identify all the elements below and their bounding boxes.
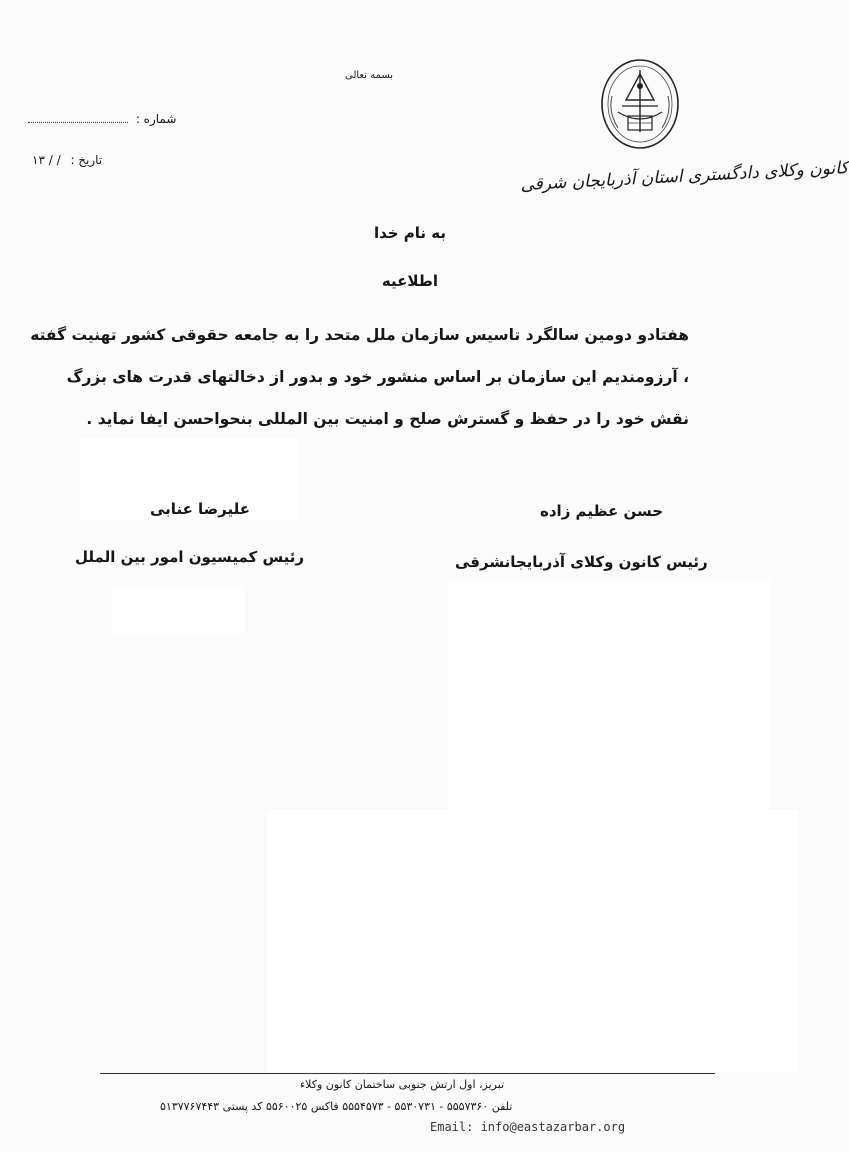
footer-address: تبریز، اول ارتش جنوبی ساختمان کانون وکلاء xyxy=(300,1078,505,1091)
notice-title: اطلاعیه xyxy=(381,272,439,290)
footer-contact-numbers: تلفن ۵۵۵۷۳۶۰ - ۵۵۳۰۷۳۱ - ۵۵۵۴۵۷۳ فاکس ۵۵۶۰۰۲۵ کد پستی ۵۱۳۷۷۶۷۴۴۳ xyxy=(160,1100,513,1113)
footer-divider xyxy=(100,1073,715,1074)
bar-association-emblem xyxy=(598,56,682,156)
signatory-right-name: حسن عظیم زاده xyxy=(540,502,664,520)
letter-date-field xyxy=(32,153,102,167)
notice-paragraph xyxy=(30,314,689,440)
letter-date-value: / / ۱۳ xyxy=(32,153,61,167)
paragraph-line: نقش خود را در حفظ و گسترش صلح و امنیت بین المللی بنحواحسن ایفا نماید . xyxy=(86,410,689,428)
organization-name: کانون وکلای دادگستری استان آذربایجان شرقی xyxy=(519,158,849,196)
letter-number-blank xyxy=(28,112,128,123)
redacted-area xyxy=(268,810,798,1072)
footer-email: Email: info@eastazarbar.org xyxy=(430,1120,626,1134)
signatory-right-title: رئیس کانون وکلای آذربایجانشرقی xyxy=(455,553,708,571)
paragraph-line: هفتادو دومین سالگرد تاسیس سازمان ملل متحد را به جامعه حقوقی کشور تهنیت گفته xyxy=(30,326,689,344)
paragraph-line: ، آرزومندیم این سازمان بر اساس منشور خود و بدور از دخالتهای قدرت های بزرگ xyxy=(66,368,689,386)
redacted-area xyxy=(112,585,244,633)
opening-invocation: به نام خدا xyxy=(373,224,447,242)
basmaleh: بسمه تعالی xyxy=(345,70,394,81)
letter-number-label: شماره : xyxy=(135,112,177,126)
signatory-left-name: علیرضا عنابی xyxy=(150,500,250,518)
signatory-left-title: رئیس کمیسیون امور بین الملل xyxy=(75,548,305,566)
redacted-area xyxy=(448,580,770,812)
letter-date-label: تاریخ : xyxy=(70,153,103,167)
letter-number-field xyxy=(28,112,176,126)
